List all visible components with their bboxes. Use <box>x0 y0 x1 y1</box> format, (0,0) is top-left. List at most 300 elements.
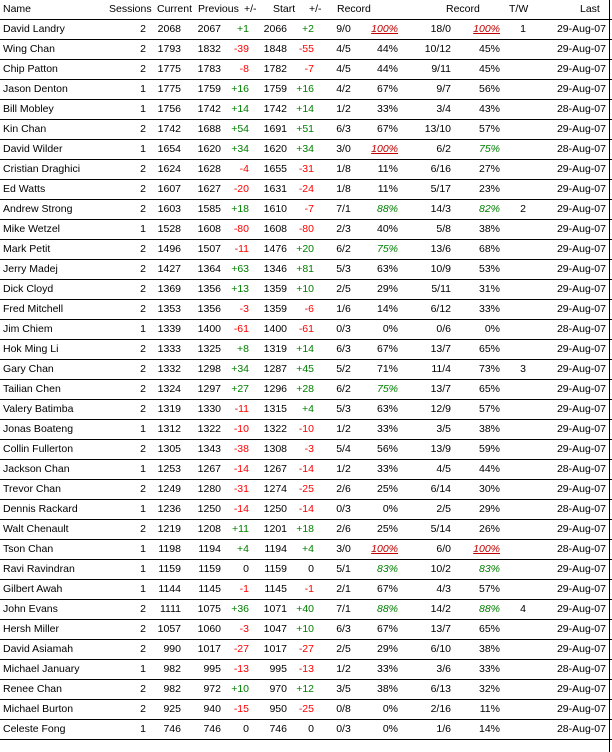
cell-delta-start: -13 <box>298 663 314 675</box>
header-name: Name <box>3 3 32 15</box>
cell-pct-session: 29% <box>376 283 398 295</box>
cell-last: 28-Aug-07 <box>556 723 606 735</box>
cell-delta-previous: +34 <box>231 143 249 155</box>
cell-record-session: 6/3 <box>336 123 351 135</box>
cell-start: 1267 <box>263 463 287 475</box>
cell-start: 1631 <box>263 183 287 195</box>
table-row <box>0 160 612 180</box>
cell-last: 29-Aug-07 <box>556 343 606 355</box>
cell-delta-previous: -80 <box>233 223 249 235</box>
cell-previous: 1507 <box>197 243 221 255</box>
cell-name: Trevor Chan <box>3 483 61 495</box>
cell-sessions: 1 <box>140 463 146 475</box>
cell-delta-previous: -31 <box>233 483 249 495</box>
cell-name: Mike Wetzel <box>3 223 60 235</box>
cell-record-session: 2/3 <box>336 223 351 235</box>
cell-record-total: 13/7 <box>430 623 451 635</box>
table-row <box>0 140 612 160</box>
cell-tw <box>515 560 531 579</box>
cell-start: 1194 <box>264 543 287 555</box>
cell-last: 29-Aug-07 <box>556 623 606 635</box>
cell-tw <box>515 460 531 479</box>
cell-previous: 1627 <box>197 183 221 195</box>
cell-last: 29-Aug-07 <box>556 223 606 235</box>
cell-record-total: 6/2 <box>436 143 451 155</box>
header-record-total: Record <box>446 3 480 15</box>
cell-current: 1236 <box>157 503 181 515</box>
table-row <box>0 520 612 540</box>
cell-previous: 1017 <box>197 643 221 655</box>
cell-start: 746 <box>269 723 287 735</box>
cell-tw <box>515 520 531 539</box>
cell-record-total: 13/6 <box>430 243 451 255</box>
cell-sessions: 1 <box>140 223 146 235</box>
cell-start: 1691 <box>263 123 287 135</box>
cell-sessions: 1 <box>140 323 146 335</box>
cell-pct-total: 82% <box>478 203 500 215</box>
cell-delta-start: -27 <box>298 643 314 655</box>
cell-pct-session: 100% <box>371 143 398 155</box>
cell-sessions: 2 <box>140 123 146 135</box>
cell-pct-total: 75% <box>478 143 500 155</box>
cell-current: 1603 <box>157 203 181 215</box>
cell-current: 1775 <box>157 83 181 95</box>
cell-sessions: 2 <box>140 163 146 175</box>
cell-record-session: 4/5 <box>336 63 351 75</box>
cell-start: 995 <box>269 663 287 675</box>
cell-record-total: 3/4 <box>436 103 451 115</box>
table-row <box>0 680 612 700</box>
cell-start: 950 <box>269 703 287 715</box>
cell-current: 1654 <box>157 143 181 155</box>
cell-delta-previous: -14 <box>233 503 249 515</box>
cell-previous: 1608 <box>197 223 221 235</box>
cell-record-total: 3/5 <box>436 423 451 435</box>
cell-pct-session: 88% <box>376 603 398 615</box>
cell-delta-start: +14 <box>296 103 314 115</box>
cell-tw <box>515 680 531 699</box>
cell-current: 1427 <box>157 263 181 275</box>
cell-sessions: 2 <box>140 63 146 75</box>
table-body <box>0 20 612 740</box>
cell-start: 1322 <box>263 423 287 435</box>
cell-pct-session: 75% <box>376 243 398 255</box>
cell-sessions: 2 <box>140 343 146 355</box>
table-row <box>0 360 612 380</box>
cell-current: 1496 <box>157 243 181 255</box>
cell-previous: 1330 <box>197 403 221 415</box>
cell-tw <box>515 380 531 399</box>
cell-delta-previous: +4 <box>237 543 249 555</box>
cell-pct-total: 30% <box>478 483 500 495</box>
table-row <box>0 380 612 400</box>
cell-record-session: 0/3 <box>336 323 351 335</box>
cell-current: 1333 <box>157 343 181 355</box>
cell-delta-start: -14 <box>298 503 314 515</box>
cell-last: 29-Aug-07 <box>556 583 606 595</box>
cell-sessions: 2 <box>140 623 146 635</box>
cell-delta-start: +10 <box>296 283 314 295</box>
cell-start: 1346 <box>263 263 287 275</box>
cell-name: David Asiamah <box>3 643 74 655</box>
cell-last: 29-Aug-07 <box>556 703 606 715</box>
cell-pct-total: 33% <box>478 663 500 675</box>
cell-name: David Wilder <box>3 143 63 155</box>
cell-current: 982 <box>163 663 181 675</box>
cell-pct-total: 57% <box>478 583 500 595</box>
cell-delta-start: -25 <box>298 483 314 495</box>
cell-tw <box>515 280 531 299</box>
cell-pct-session: 25% <box>376 483 398 495</box>
cell-pct-session: 11% <box>377 163 398 175</box>
cell-sessions: 2 <box>140 203 146 215</box>
cell-last: 28-Aug-07 <box>556 323 606 335</box>
cell-pct-total: 53% <box>478 263 500 275</box>
cell-delta-previous: +10 <box>231 683 249 695</box>
cell-pct-total: 32% <box>478 683 500 695</box>
cell-record-total: 4/5 <box>436 463 451 475</box>
cell-record-total: 5/8 <box>436 223 451 235</box>
cell-sessions: 2 <box>140 283 146 295</box>
cell-previous: 995 <box>203 663 221 675</box>
cell-previous: 1159 <box>198 563 221 575</box>
cell-last: 29-Aug-07 <box>556 383 606 395</box>
cell-record-total: 11/4 <box>431 363 451 375</box>
cell-delta-previous: +16 <box>231 83 249 95</box>
cell-current: 1332 <box>157 363 181 375</box>
cell-pct-session: 88% <box>376 203 398 215</box>
cell-record-session: 5/1 <box>336 563 351 575</box>
cell-name: Wing Chan <box>3 43 55 55</box>
cell-previous: 1075 <box>197 603 221 615</box>
table-row <box>0 720 612 740</box>
cell-sessions: 2 <box>140 243 146 255</box>
cell-pct-total: 45% <box>478 43 500 55</box>
cell-delta-start: +14 <box>296 343 314 355</box>
cell-tw: 3 <box>520 363 526 375</box>
cell-last: 29-Aug-07 <box>556 243 606 255</box>
header-last: Last <box>580 3 600 15</box>
cell-sessions: 1 <box>140 563 146 575</box>
cell-previous: 1060 <box>197 623 221 635</box>
header-row <box>0 0 612 20</box>
table-row <box>0 300 612 320</box>
table-row <box>0 200 612 220</box>
cell-record-session: 1/8 <box>336 163 351 175</box>
cell-start: 1319 <box>263 343 287 355</box>
cell-delta-previous: +1 <box>237 23 249 35</box>
cell-record-session: 2/5 <box>336 283 351 295</box>
cell-last: 28-Aug-07 <box>556 503 606 515</box>
cell-start: 1608 <box>263 223 287 235</box>
cell-start: 1610 <box>263 203 287 215</box>
cell-record-total: 6/14 <box>430 483 451 495</box>
cell-delta-previous: +13 <box>231 283 249 295</box>
cell-current: 1253 <box>157 463 181 475</box>
cell-record-total: 10/2 <box>430 563 451 575</box>
cell-record-session: 3/0 <box>336 543 351 555</box>
cell-sessions: 1 <box>140 663 146 675</box>
cell-record-total: 5/17 <box>430 183 451 195</box>
cell-last: 29-Aug-07 <box>556 523 606 535</box>
cell-sessions: 2 <box>140 483 146 495</box>
cell-delta-start: -10 <box>298 423 314 435</box>
cell-record-total: 4/3 <box>436 583 451 595</box>
cell-delta-previous: +11 <box>231 523 249 535</box>
cell-sessions: 1 <box>140 503 146 515</box>
cell-record-session: 1/2 <box>336 103 351 115</box>
cell-current: 1111 <box>159 603 181 615</box>
cell-last: 29-Aug-07 <box>556 303 606 315</box>
cell-tw <box>515 240 531 259</box>
cell-sessions: 2 <box>140 443 146 455</box>
cell-delta-previous: -15 <box>233 703 249 715</box>
cell-delta-previous: +34 <box>231 363 249 375</box>
cell-last: 29-Aug-07 <box>556 263 606 275</box>
cell-name: Gary Chan <box>3 363 54 375</box>
cell-record-total: 9/11 <box>431 63 451 75</box>
cell-sessions: 2 <box>140 23 146 35</box>
cell-sessions: 2 <box>140 263 146 275</box>
cell-name: Jim Chiem <box>3 323 53 335</box>
cell-previous: 1343 <box>197 443 221 455</box>
cell-delta-start: +34 <box>296 143 314 155</box>
cell-record-session: 5/3 <box>336 403 351 415</box>
cell-previous: 1620 <box>197 143 221 155</box>
cell-tw <box>515 700 531 719</box>
cell-tw <box>515 480 531 499</box>
header-previous: Previous <box>198 3 239 15</box>
cell-sessions: 2 <box>140 43 146 55</box>
cell-pct-total: 73% <box>478 363 500 375</box>
cell-pct-session: 44% <box>376 43 398 55</box>
cell-pct-session: 0% <box>382 723 398 735</box>
cell-last: 29-Aug-07 <box>556 123 606 135</box>
cell-record-total: 6/0 <box>436 543 451 555</box>
cell-current: 990 <box>163 643 181 655</box>
cell-tw <box>515 60 531 79</box>
cell-current: 1607 <box>157 183 181 195</box>
cell-record-total: 10/9 <box>430 263 451 275</box>
cell-record-session: 6/3 <box>336 343 351 355</box>
cell-delta-start: -80 <box>298 223 314 235</box>
cell-tw: 4 <box>520 603 526 615</box>
cell-delta-previous: -20 <box>233 183 249 195</box>
cell-current: 1742 <box>157 123 181 135</box>
cell-record-session: 2/5 <box>336 643 351 655</box>
cell-pct-total: 38% <box>478 643 500 655</box>
cell-pct-total: 23% <box>478 183 500 195</box>
cell-tw <box>515 420 531 439</box>
cell-delta-previous: -3 <box>239 623 249 635</box>
cell-sessions: 2 <box>140 523 146 535</box>
cell-start: 1359 <box>263 303 287 315</box>
cell-current: 1319 <box>157 403 181 415</box>
cell-current: 2068 <box>157 23 181 35</box>
cell-delta-start: +2 <box>302 23 314 35</box>
cell-current: 982 <box>163 683 181 695</box>
cell-pct-session: 25% <box>376 523 398 535</box>
cell-delta-previous: +27 <box>231 383 249 395</box>
cell-current: 1159 <box>158 563 181 575</box>
cell-start: 1296 <box>263 383 287 395</box>
cell-tw <box>515 120 531 139</box>
cell-tw <box>515 400 531 419</box>
cell-record-total: 14/3 <box>430 203 451 215</box>
table-row <box>0 600 612 620</box>
cell-delta-start: -61 <box>298 323 314 335</box>
table-row <box>0 260 612 280</box>
cell-last: 28-Aug-07 <box>556 543 606 555</box>
cell-delta-start: -3 <box>304 443 314 455</box>
cell-name: Walt Chenault <box>3 523 69 535</box>
cell-name: Ravi Ravindran <box>3 563 75 575</box>
cell-pct-session: 33% <box>376 423 398 435</box>
cell-tw <box>515 540 531 559</box>
cell-last: 29-Aug-07 <box>556 63 606 75</box>
cell-start: 1620 <box>263 143 287 155</box>
cell-sessions: 2 <box>140 603 146 615</box>
cell-pct-session: 38% <box>376 683 398 695</box>
cell-start: 1655 <box>263 163 287 175</box>
cell-record-total: 13/10 <box>424 123 451 135</box>
cell-start: 1274 <box>263 483 287 495</box>
cell-name: Andrew Strong <box>3 203 73 215</box>
cell-record-session: 7/1 <box>336 603 351 615</box>
cell-tw <box>515 440 531 459</box>
cell-start: 1759 <box>263 83 287 95</box>
cell-tw <box>515 320 531 339</box>
cell-previous: 2067 <box>197 23 221 35</box>
cell-last: 29-Aug-07 <box>556 483 606 495</box>
cell-last: 29-Aug-07 <box>556 83 606 95</box>
cell-start: 2066 <box>263 23 287 35</box>
cell-previous: 1742 <box>197 103 221 115</box>
cell-record-session: 3/0 <box>336 143 351 155</box>
cell-tw <box>515 80 531 99</box>
cell-pct-total: 59% <box>478 443 500 455</box>
cell-delta-start: -25 <box>298 703 314 715</box>
cell-last: 28-Aug-07 <box>556 143 606 155</box>
cell-current: 746 <box>163 723 181 735</box>
cell-sessions: 2 <box>140 683 146 695</box>
header-delta-previous: +/- <box>244 3 257 15</box>
cell-tw <box>515 620 531 639</box>
cell-pct-total: 27% <box>478 163 500 175</box>
header-start: Start <box>273 3 296 15</box>
cell-record-session: 0/3 <box>336 723 351 735</box>
cell-previous: 1194 <box>198 543 221 555</box>
cell-delta-previous: -11 <box>234 243 249 255</box>
cell-current: 1775 <box>157 63 181 75</box>
cell-last: 29-Aug-07 <box>556 23 606 35</box>
cell-delta-previous: -13 <box>233 663 249 675</box>
cell-last: 29-Aug-07 <box>556 283 606 295</box>
cell-last: 29-Aug-07 <box>556 403 606 415</box>
cell-tw: 1 <box>520 23 526 35</box>
table-row <box>0 560 612 580</box>
cell-pct-total: 56% <box>478 83 500 95</box>
cell-record-session: 6/3 <box>336 623 351 635</box>
cell-previous: 1145 <box>198 583 221 595</box>
cell-pct-total: 68% <box>478 243 500 255</box>
cell-pct-session: 67% <box>376 343 398 355</box>
cell-sessions: 1 <box>140 723 146 735</box>
cell-record-session: 6/2 <box>336 243 351 255</box>
cell-record-total: 5/14 <box>430 523 451 535</box>
cell-record-total: 13/7 <box>430 343 451 355</box>
table-row <box>0 620 612 640</box>
cell-record-total: 13/7 <box>430 383 451 395</box>
cell-pct-total: 83% <box>478 563 500 575</box>
table-row <box>0 240 612 260</box>
cell-record-session: 6/2 <box>336 383 351 395</box>
cell-name: Cristian Draghici <box>3 163 81 175</box>
cell-current: 1312 <box>157 423 181 435</box>
cell-previous: 1759 <box>197 83 221 95</box>
cell-pct-session: 100% <box>371 543 398 555</box>
cell-previous: 1628 <box>197 163 221 175</box>
cell-record-total: 12/9 <box>430 403 451 415</box>
cell-name: Dennis Rackard <box>3 503 78 515</box>
table-row <box>0 540 612 560</box>
cell-sessions: 1 <box>140 83 146 95</box>
table-row <box>0 460 612 480</box>
cell-record-session: 5/4 <box>336 443 351 455</box>
cell-name: Michael January <box>3 663 80 675</box>
table-row <box>0 280 612 300</box>
cell-delta-previous: +8 <box>237 343 249 355</box>
cell-delta-start: -7 <box>304 63 314 75</box>
table-row <box>0 20 612 40</box>
cell-tw <box>515 640 531 659</box>
cell-delta-start: -55 <box>298 43 314 55</box>
cell-start: 1047 <box>263 623 287 635</box>
cell-record-total: 6/10 <box>430 643 451 655</box>
cell-previous: 1298 <box>197 363 221 375</box>
table-row <box>0 640 612 660</box>
cell-last: 29-Aug-07 <box>556 43 606 55</box>
cell-pct-total: 29% <box>478 503 500 515</box>
cell-start: 1476 <box>263 243 287 255</box>
cell-record-session: 2/6 <box>336 483 351 495</box>
cell-last: 29-Aug-07 <box>556 163 606 175</box>
cell-delta-start: -31 <box>298 163 314 175</box>
cell-current: 1528 <box>157 223 181 235</box>
header-current: Current <box>157 3 193 15</box>
cell-delta-previous: -61 <box>233 323 249 335</box>
table-row <box>0 80 612 100</box>
cell-previous: 746 <box>203 723 221 735</box>
cell-pct-session: 40% <box>376 223 398 235</box>
cell-delta-previous: -1 <box>239 583 249 595</box>
cell-last: 29-Aug-07 <box>556 423 606 435</box>
cell-name: Chip Patton <box>3 63 58 75</box>
cell-record-session: 0/8 <box>336 703 351 715</box>
cell-pct-session: 100% <box>371 23 398 35</box>
cell-delta-start: -1 <box>304 583 314 595</box>
table-row <box>0 120 612 140</box>
cell-pct-total: 38% <box>478 223 500 235</box>
cell-previous: 1267 <box>197 463 221 475</box>
cell-last: 29-Aug-07 <box>556 603 606 615</box>
cell-pct-total: 11% <box>479 703 500 715</box>
cell-current: 1353 <box>157 303 181 315</box>
cell-name: Jerry Madej <box>3 263 58 275</box>
cell-last: 28-Aug-07 <box>556 103 606 115</box>
cell-start: 1315 <box>263 403 287 415</box>
cell-name: Jackson Chan <box>3 463 70 475</box>
